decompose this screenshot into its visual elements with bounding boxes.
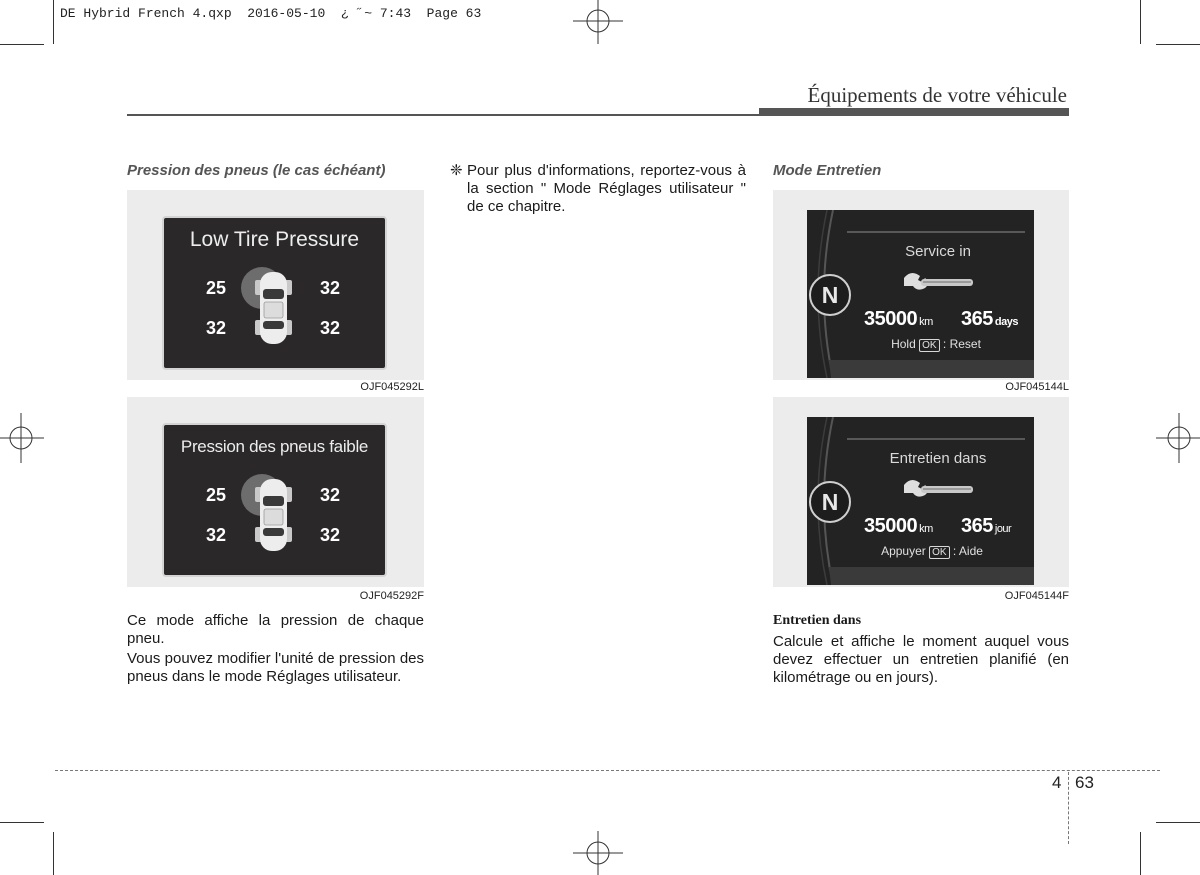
header-rule-accent: [759, 108, 1069, 116]
chapter-header-title: Équipements de votre véhicule: [807, 83, 1067, 107]
figure-tire-pressure-fr: [127, 397, 424, 587]
wrench-icon: [901, 270, 977, 294]
tire-value-rear-left: 32: [206, 318, 227, 338]
registration-mark-bottom: [573, 831, 623, 875]
service-distance: [864, 308, 933, 331]
service-km-value: 35000: [864, 515, 918, 537]
figure-code: OJF045292F: [359, 590, 424, 602]
service-km-value: 35000: [864, 308, 918, 330]
service-days-unit: jour: [994, 523, 1012, 535]
section-title-service-mode: Mode Entretien: [773, 162, 882, 179]
service-time: [961, 515, 1011, 538]
subtitle: Entretien dans: [773, 613, 862, 628]
page-number-divider: [1068, 772, 1069, 844]
tire-screen-title: Pression des pneus faible: [180, 437, 369, 456]
tire-pressure-screen: [162, 423, 387, 577]
figure-code: OJF045292L: [360, 381, 424, 393]
figure-code: OJF045144L: [1005, 381, 1069, 393]
tire-screen-title: Low Tire Pressure: [189, 228, 360, 251]
ok-key-icon: OK: [929, 546, 949, 559]
instrument-cluster-screen: [807, 210, 1034, 378]
footer-rule: [55, 770, 1160, 771]
instrument-cluster-screen: [807, 417, 1034, 585]
gear-indicator: N: [809, 274, 851, 316]
wrench-icon: [901, 477, 977, 501]
service-days-unit: days: [994, 316, 1018, 328]
service-title: Service in: [905, 243, 971, 260]
tire-value-front-right: 32: [320, 485, 341, 505]
service-hint: [847, 544, 1017, 558]
car-top-view-icon: [238, 473, 308, 555]
service-days-value: 365: [961, 308, 993, 330]
section-title-tire-pressure: Pression des pneus (le cas échéant): [127, 162, 386, 179]
tire-value-rear-right: 32: [320, 318, 341, 338]
header-rule: [127, 114, 759, 116]
service-km-unit: km: [919, 523, 933, 535]
service-hint: [847, 337, 1025, 351]
paragraph: Ce mode affiche la pression de chaque pneu.: [127, 612, 424, 647]
hint-text: : Aide: [952, 544, 983, 558]
tire-value-rear-left: 32: [206, 525, 227, 545]
registration-mark-left: [0, 413, 44, 463]
service-title: Entretien dans: [889, 450, 987, 467]
figure-service-mode-en: [773, 190, 1069, 380]
service-days-value: 365: [961, 515, 993, 537]
note-text: Pour plus d'informations, reportez-vous à la section " Mode Réglages utilisateur " de ce chapitre.: [467, 162, 746, 215]
paragraph: Vous pouvez modifier l'unité de pression des pneus dans le mode Réglages utilisateur.: [127, 650, 424, 685]
service-km-unit: km: [919, 316, 933, 328]
figure-service-mode-fr: [773, 397, 1069, 587]
car-top-view-icon: [238, 266, 308, 348]
tire-value-rear-right: 32: [320, 525, 341, 545]
paragraph: Calcule et affiche le moment auquel vous devez effectuer un entretien planifié (en kilométrage ou en jours).: [773, 633, 1069, 686]
page-number: 63: [1075, 773, 1094, 792]
tire-value-front-left: 25: [206, 278, 227, 298]
chapter-number: 4: [1052, 773, 1062, 792]
print-slug: DE Hybrid French 4.qxp 2016-05-10 ¿ ˝~ 7:43 Page 63: [60, 6, 482, 21]
registration-mark-right: [1156, 413, 1200, 463]
figure-tire-pressure-en: [127, 190, 424, 380]
hint-text: : Reset: [942, 337, 981, 351]
tire-pressure-screen: [162, 216, 387, 370]
service-distance: [864, 515, 933, 538]
figure-code: OJF045144F: [1004, 590, 1069, 602]
service-time: [961, 308, 1018, 331]
registration-mark-top: [573, 0, 623, 44]
hint-text: Appuyer: [881, 544, 926, 558]
ok-key-icon: OK: [919, 339, 939, 352]
hint-text: Hold: [891, 337, 916, 351]
tire-value-front-left: 25: [206, 485, 227, 505]
tire-value-front-right: 32: [320, 278, 341, 298]
gear-indicator: N: [809, 481, 851, 523]
note-symbol-icon: ❈: [450, 162, 463, 179]
